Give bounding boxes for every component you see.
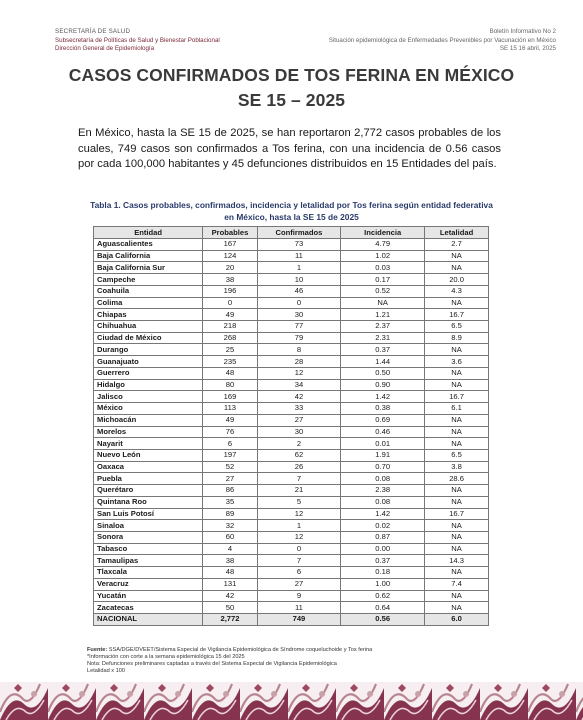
value-cell: 86 — [203, 485, 257, 497]
value-cell: 32 — [203, 520, 257, 532]
value-cell: 7 — [257, 473, 340, 485]
value-cell: 38 — [203, 555, 257, 567]
table-row — [94, 567, 489, 579]
table-row — [94, 449, 489, 461]
value-cell: 268 — [203, 332, 257, 344]
value-cell: 0.62 — [341, 590, 425, 602]
value-cell: 49 — [203, 309, 257, 321]
table-row — [94, 531, 489, 543]
value-cell: 4.3 — [425, 285, 489, 297]
value-cell: NA — [425, 426, 489, 438]
entity-cell: Michoacán — [94, 414, 203, 426]
value-cell: NA — [341, 297, 425, 309]
value-cell: 4 — [203, 543, 257, 555]
value-cell: 11 — [257, 250, 340, 262]
table-row — [94, 426, 489, 438]
table-row — [94, 309, 489, 321]
value-cell: 42 — [203, 590, 257, 602]
column-header-confirmados: Confirmados — [257, 227, 340, 239]
value-cell: 49 — [203, 414, 257, 426]
header-agency: SECRETARÍA DE SALUD — [55, 28, 131, 35]
note-line-1: *Información con corte a la semana epidemiológica 15 del 2025 — [87, 654, 245, 660]
table-row — [94, 379, 489, 391]
table-row — [94, 332, 489, 344]
column-header-entidad: Entidad — [94, 227, 203, 239]
value-cell: 25 — [203, 344, 257, 356]
page-title — [40, 63, 543, 113]
value-cell: 6.1 — [425, 403, 489, 415]
decorative-footer-pattern — [0, 682, 583, 720]
value-cell: 48 — [203, 367, 257, 379]
value-cell: 7.4 — [425, 578, 489, 590]
value-cell: 0.87 — [341, 531, 425, 543]
value-cell: 14.3 — [425, 555, 489, 567]
value-cell: 0.01 — [341, 438, 425, 450]
value-cell: 46 — [257, 285, 340, 297]
value-cell: 7 — [257, 555, 340, 567]
value-cell: NA — [425, 590, 489, 602]
column-header-probables: Probables — [203, 227, 257, 239]
table-row — [94, 438, 489, 450]
value-cell: NA — [425, 250, 489, 262]
entity-cell: Yucatán — [94, 590, 203, 602]
value-cell: 196 — [203, 285, 257, 297]
value-cell: 26 — [257, 461, 340, 473]
table-row — [94, 403, 489, 415]
value-cell: 12 — [257, 508, 340, 520]
value-cell: 169 — [203, 391, 257, 403]
entity-cell: Quintana Roo — [94, 496, 203, 508]
entity-cell: Baja California Sur — [94, 262, 203, 274]
value-cell: 235 — [203, 356, 257, 368]
value-cell: 89 — [203, 508, 257, 520]
bulletin-date: SE 15 16 abril, 2025 — [499, 45, 556, 53]
table-row — [94, 496, 489, 508]
entity-cell: Coahuila — [94, 285, 203, 297]
value-cell: 33 — [257, 403, 340, 415]
value-cell: 20 — [203, 262, 257, 274]
value-cell: 21 — [257, 485, 340, 497]
value-cell: 2.37 — [341, 321, 425, 333]
entity-cell: Chiapas — [94, 309, 203, 321]
value-cell: 79 — [257, 332, 340, 344]
value-cell: NA — [425, 496, 489, 508]
value-cell: 6 — [203, 438, 257, 450]
value-cell: NA — [425, 438, 489, 450]
value-cell: 6.5 — [425, 449, 489, 461]
intro-paragraph: En México, hasta la SE 15 de 2025, se han reportaron 2,772 casos probables de los cuales, 749 casos son confirmados a Tos ferina, con una incidencia de 0.56 casos por cada 100,000 habitantes y 45 defunciones distribuidos en 15 Entidades del país. — [78, 127, 501, 171]
value-cell: 9 — [257, 590, 340, 602]
value-cell: 0.90 — [341, 379, 425, 391]
value-cell: 1.44 — [341, 356, 425, 368]
value-cell: 167 — [203, 239, 257, 251]
value-cell: 0.03 — [341, 262, 425, 274]
value-cell: 1.02 — [341, 250, 425, 262]
value-cell: 0.17 — [341, 274, 425, 286]
value-cell: 12 — [257, 367, 340, 379]
table-row — [94, 555, 489, 567]
value-cell: 30 — [257, 309, 340, 321]
value-cell: 0.52 — [341, 285, 425, 297]
entity-cell: Colima — [94, 297, 203, 309]
entity-cell: Ciudad de México — [94, 332, 203, 344]
value-cell: 80 — [203, 379, 257, 391]
value-cell: 1.42 — [341, 508, 425, 520]
table-header-row — [94, 227, 489, 239]
value-cell: 16.7 — [425, 508, 489, 520]
value-cell: 0.00 — [341, 543, 425, 555]
value-cell: 124 — [203, 250, 257, 262]
entity-cell: Puebla — [94, 473, 203, 485]
value-cell: NA — [425, 602, 489, 614]
table-row — [94, 321, 489, 333]
value-cell: 28.6 — [425, 473, 489, 485]
header-left — [55, 28, 220, 54]
table-total-row — [94, 614, 489, 626]
value-cell: 1 — [257, 520, 340, 532]
value-cell: 10 — [257, 274, 340, 286]
value-cell: 0.08 — [341, 496, 425, 508]
table-row — [94, 602, 489, 614]
value-cell: 0 — [257, 543, 340, 555]
entity-cell: Veracruz — [94, 578, 203, 590]
value-cell: 16.7 — [425, 391, 489, 403]
note-line-3: Letalidad x 100 — [87, 668, 125, 674]
value-cell: 12 — [257, 531, 340, 543]
title-line-1: CASOS CONFIRMADOS DE TOS FERINA EN MÉXICO — [68, 65, 515, 85]
value-cell: 0.37 — [341, 555, 425, 567]
value-cell: 76 — [203, 426, 257, 438]
value-cell: 2.38 — [341, 485, 425, 497]
table-row — [94, 367, 489, 379]
table-row — [94, 543, 489, 555]
value-cell: 28 — [257, 356, 340, 368]
table-row — [94, 473, 489, 485]
value-cell: 20.0 — [425, 274, 489, 286]
value-cell: 3.6 — [425, 356, 489, 368]
value-cell: 0.02 — [341, 520, 425, 532]
table-row — [94, 590, 489, 602]
value-cell: NA — [425, 531, 489, 543]
entity-cell: Aguascalientes — [94, 239, 203, 251]
value-cell: NA — [425, 379, 489, 391]
value-cell: 131 — [203, 578, 257, 590]
bulletin-subject: Situación epidemiológica de Enfermedades Prevenibles por Vacunación en México — [328, 36, 556, 44]
entity-cell: Sonora — [94, 531, 203, 543]
entity-cell: Sinaloa — [94, 520, 203, 532]
value-cell: 62 — [257, 449, 340, 461]
table-row — [94, 239, 489, 251]
entity-cell: Nuevo León — [94, 449, 203, 461]
entity-cell: Querétaro — [94, 485, 203, 497]
table-row — [94, 578, 489, 590]
value-cell: 0.70 — [341, 461, 425, 473]
value-cell: 1 — [257, 262, 340, 274]
entity-cell: Morelos — [94, 426, 203, 438]
entity-cell: Campeche — [94, 274, 203, 286]
column-header-letalidad: Letalidad — [425, 227, 489, 239]
table-row — [94, 461, 489, 473]
table-row — [94, 297, 489, 309]
value-cell: 0.64 — [341, 602, 425, 614]
value-cell: 73 — [257, 239, 340, 251]
value-cell: NA — [425, 485, 489, 497]
entity-cell: San Luis Potosí — [94, 508, 203, 520]
cases-table — [93, 226, 489, 626]
value-cell: 27 — [257, 578, 340, 590]
header-direction: Dirección General de Epidemiología — [55, 45, 155, 53]
value-cell: NA — [425, 520, 489, 532]
table-row — [94, 262, 489, 274]
total-value-cell: 6.0 — [425, 614, 489, 626]
table-row — [94, 508, 489, 520]
value-cell: 4.79 — [341, 239, 425, 251]
value-cell: 2 — [257, 438, 340, 450]
table-row — [94, 285, 489, 297]
value-cell: NA — [425, 297, 489, 309]
header-right — [329, 28, 556, 54]
value-cell: 0.46 — [341, 426, 425, 438]
value-cell: NA — [425, 567, 489, 579]
value-cell: 52 — [203, 461, 257, 473]
value-cell: NA — [425, 344, 489, 356]
value-cell: 11 — [257, 602, 340, 614]
value-cell: 218 — [203, 321, 257, 333]
value-cell: 197 — [203, 449, 257, 461]
table-row — [94, 520, 489, 532]
entity-cell: Hidalgo — [94, 379, 203, 391]
value-cell: 0.18 — [341, 567, 425, 579]
entity-cell: Durango — [94, 344, 203, 356]
value-cell: 0.37 — [341, 344, 425, 356]
title-line-2: SE 15 – 2025 — [237, 90, 346, 110]
table-row — [94, 485, 489, 497]
bulletin-number: Boletín Informativo No 2 — [489, 28, 556, 35]
total-value-cell: 0.56 — [341, 614, 425, 626]
entity-cell: Chihuahua — [94, 321, 203, 333]
value-cell: 16.7 — [425, 309, 489, 321]
value-cell: 0 — [203, 297, 257, 309]
value-cell: 50 — [203, 602, 257, 614]
value-cell: 38 — [203, 274, 257, 286]
value-cell: NA — [425, 367, 489, 379]
entity-cell: Tamaulipas — [94, 555, 203, 567]
source-label: Fuente: — [87, 647, 108, 653]
table-row — [94, 344, 489, 356]
entity-cell: Zacatecas — [94, 602, 203, 614]
value-cell: 48 — [203, 567, 257, 579]
entity-cell: Oaxaca — [94, 461, 203, 473]
value-cell: 30 — [257, 426, 340, 438]
value-cell: 42 — [257, 391, 340, 403]
value-cell: 77 — [257, 321, 340, 333]
value-cell: 6 — [257, 567, 340, 579]
table-notes — [87, 647, 372, 675]
value-cell: 34 — [257, 379, 340, 391]
value-cell: 0.08 — [341, 473, 425, 485]
value-cell: 35 — [203, 496, 257, 508]
value-cell: 0.69 — [341, 414, 425, 426]
table-caption: Tabla 1. Casos probables, confirmados, incidencia y letalidad por Tos ferina según entidad federativa en México, hasta la SE 15 de 2025 — [90, 200, 493, 222]
entity-cell: Tlaxcala — [94, 567, 203, 579]
entity-cell: Guerrero — [94, 367, 203, 379]
entity-cell: Jalisco — [94, 391, 203, 403]
total-label-cell: NACIONAL — [94, 614, 203, 626]
entity-cell: Guanajuato — [94, 356, 203, 368]
value-cell: 113 — [203, 403, 257, 415]
note-line-2: Nota: Defunciones preliminares captadas a través del Sistema Especial de Vigilancia Epidemiológica — [87, 661, 337, 667]
entity-cell: Nayarit — [94, 438, 203, 450]
value-cell: 2.31 — [341, 332, 425, 344]
total-value-cell: 749 — [257, 614, 340, 626]
value-cell: 0.50 — [341, 367, 425, 379]
value-cell: 1.00 — [341, 578, 425, 590]
table-row — [94, 356, 489, 368]
table-row — [94, 250, 489, 262]
value-cell: 5 — [257, 496, 340, 508]
table-row — [94, 391, 489, 403]
value-cell: 27 — [203, 473, 257, 485]
value-cell: 2.7 — [425, 239, 489, 251]
value-cell: 60 — [203, 531, 257, 543]
value-cell: NA — [425, 262, 489, 274]
value-cell: 6.5 — [425, 321, 489, 333]
entity-cell: México — [94, 403, 203, 415]
total-value-cell: 2,772 — [203, 614, 257, 626]
header-subsecretariat: Subsecretaría de Políticas de Salud y Bienestar Poblacional — [55, 36, 220, 44]
value-cell: 0.38 — [341, 403, 425, 415]
value-cell: NA — [425, 543, 489, 555]
table-row — [94, 274, 489, 286]
value-cell: 3.8 — [425, 461, 489, 473]
value-cell: 1.21 — [341, 309, 425, 321]
value-cell: 8.9 — [425, 332, 489, 344]
value-cell: 1.42 — [341, 391, 425, 403]
column-header-incidencia: Incidencia — [341, 227, 425, 239]
entity-cell: Tabasco — [94, 543, 203, 555]
value-cell: 27 — [257, 414, 340, 426]
table-row — [94, 414, 489, 426]
source-text: SSA/DGE/DVEET/Sistema Especial de Vigilancia Epidemiológica de Síndrome coqueluchoide y Tos ferina — [108, 647, 373, 653]
entity-cell: Baja California — [94, 250, 203, 262]
value-cell: 8 — [257, 344, 340, 356]
value-cell: 0 — [257, 297, 340, 309]
value-cell: NA — [425, 414, 489, 426]
value-cell: 1.91 — [341, 449, 425, 461]
